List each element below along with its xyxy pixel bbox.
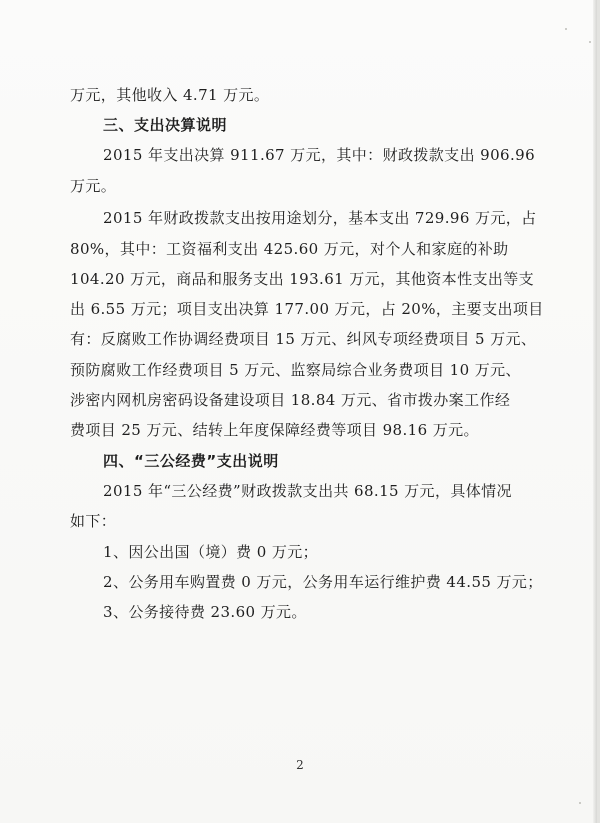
- text-line: 2015 年“三公经费”财政拨款支出共 68.15 万元，具体情况: [103, 482, 512, 500]
- list-item: 3、公务接待费 23.60 万元。: [103, 603, 307, 621]
- section-heading: 三、支出决算说明: [103, 116, 228, 134]
- text-line: 费项目 25 万元、结转上年度保障经费等项目 98.16 万元。: [70, 421, 479, 439]
- scan-speck: [579, 802, 581, 804]
- scan-speck: [589, 41, 591, 43]
- text-line: 有：反腐败工作协调经费项目 15 万元、纠风专项经费项目 5 万元、: [70, 330, 537, 348]
- text-line: 2015 年财政拨款支出按用途划分，基本支出 729.96 万元，占: [103, 209, 537, 227]
- text-line: 2015 年支出决算 911.67 万元，其中：财政拨款支出 906.96: [103, 146, 536, 164]
- list-item: 1、因公出国（境）费 0 万元；: [103, 543, 319, 561]
- text-line: 104.20 万元，商品和服务支出 193.61 万元，其他资本性支出等支: [70, 270, 535, 288]
- list-item: 2、公务用车购置费 0 万元，公务用车运行维护费 44.55 万元；: [103, 573, 543, 591]
- text-line: 涉密内网机房密码设备建设项目 18.84 万元、省市拨办案工作经: [70, 391, 511, 409]
- text-line: 万元，其他收入 4.71 万元。: [70, 86, 270, 104]
- text-line: 预防腐败工作经费项目 5 万元、监察局综合业务费项目 10 万元、: [70, 361, 521, 379]
- page-number: 2: [296, 758, 304, 772]
- text-line: 出 6.55 万元；项目支出决算 177.00 万元，占 20%，主要支出项目: [70, 300, 544, 318]
- scan-speck: [565, 28, 567, 30]
- text-line: 万元。: [70, 177, 117, 195]
- scan-edge: [593, 0, 597, 823]
- text-line: 80%，其中：工资福利支出 425.60 万元，对个人和家庭的补助: [70, 240, 509, 258]
- section-heading: 四、“三公经费”支出说明: [103, 452, 279, 470]
- text-line: 如下：: [70, 512, 117, 530]
